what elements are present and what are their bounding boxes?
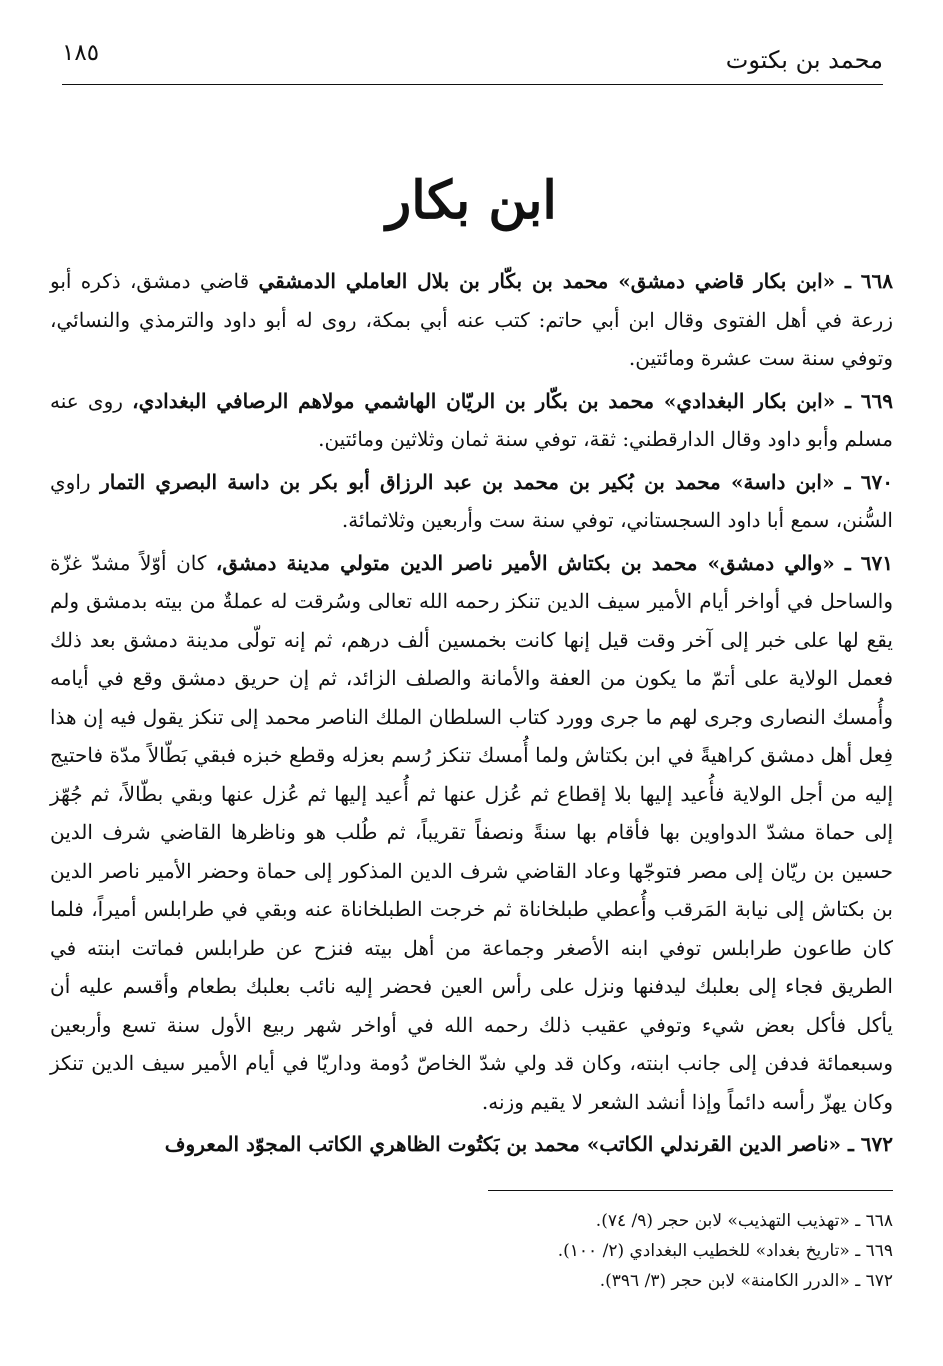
section-title: ابن بكار <box>386 170 557 231</box>
entry-text: كان أوّلاً مشدّ غزّة والساحل في أواخر أيام الأمير سيف الدين تنكز رحمه الله تعالى وسُرقت له عملةٌ من بيته بدمشق ولم يقع لها على خبر إلى آخر وقت قيل إنها كانت بخمسين ألف درهم، ثم إنه تولّى مدينة دمشق بعد ذلك فعمل الولاية على أتمّ ما يكون من العفة والأمانة والصلف الزائد، ثم إن حريق دمشق وقع في أيامه وأُمسك النصارى وجرى لهم ما جرى وورد كتاب السلطان الملك الناصر محمد إلى تنكز يقول فيه إن هذا فِعل أهل دمشق كراهيةً في ابن بكتاش ولما أُمسك تنكز رُسم بعزله وقطع خبزه فبقي بَطّالاً مدّة فاحتيج إليه من أجل الولاية فأُعيد إليها بلا إقطاع ثم عُزل عنها ثم أُعيد إليها ثم عُزل عنها وبقي بطّالاً، ثم جُهّز إلى حماة مشدّ الدواوين بها فأقام بها سنةً ونصفاً تقريباً، ثم طُلب هو وناظرها القاضي شرف الدين حسين بن ريّان إلى مصر فتوجّها وعاد القاضي شرف الدين المذكور إلى حماة وحضر الأمير ناصر الدين بن بكتاش إلى نيابة المَرقب وأُعطي طبلخاناة ثم خرجت الطبلخاناة عنه وبقي في طرابلس أميراً، فلما كان طاعون طرابلس توفي ابنه الأصغر وجماعة من أهل بيته فنزح عن طرابلس فماتت ابنته في الطريق فجاء إلى بعلبك ليدفنها ونزل على رأس العين فحضر إليه نائب بعلبك بطعام وأقسم عليه أن يأكل فأكل بعض شيء وتوفي عقيب ذلك رحمه الله في أواخر شهر ربيع الأول سنة تسع وأربعين وسبعمائة فدفن إلى جانب ابنته، وكان قد ولي شدّ الخاصّ دُومة وداريّا في أيام الأمير سيف الدين تنكز وكان يهزّ رأسه دائماً وإذا أنشد الشعر لا يقيم وزنه. <box>50 550 893 1114</box>
entry-heading: ٦٧٢ ـ «ناصر الدين القرندلي الكاتب» محمد بن بَكتُوت الظاهري الكاتب المجوّد المعروف <box>164 1132 893 1156</box>
entry-heading: ٦٦٩ ـ «ابن بكار البغدادي» محمد بن بكّار بن الريّان الهاشمي مولاهم الرصافي البغدادي، <box>132 388 893 413</box>
entry-669 <box>50 382 893 459</box>
page-number: ١٨٥ <box>62 40 100 66</box>
entry-text: قاضي دمشق، ذكره أبو زرعة في أهل الفتوى وقال ابن أبي حاتم: كتب عنه أبي بمكة، روى له أبو داود والترمذي والنسائي، وتوفي سنة ست عشرة ومائتين. <box>50 269 894 370</box>
entry-671 <box>50 544 893 1122</box>
entry-text: راوي السُّنن، سمع أبا داود السجستاني، توفي سنة ست وأربعين وثلاثمائة. <box>50 469 893 532</box>
running-head: محمد بن بكتوت <box>725 46 883 74</box>
entry-text: روى عنه مسلم وأبو داود وقال الدارقطني: ثقة، توفي سنة ثمان وثلاثين ومائتين. <box>50 388 893 451</box>
entries-body <box>50 262 893 1168</box>
footnote-item: ٦٧٢ ـ «الدرر الكامنة» لابن حجر (٣/ ٣٩٦). <box>599 1271 893 1291</box>
page-header <box>62 34 883 85</box>
entry-heading: ٦٦٨ ـ «ابن بكار قاضي دمشق» محمد بن بكّار بن بلال العاملي الدمشقي <box>258 269 894 293</box>
entry-668 <box>50 262 893 378</box>
entry-heading: ٦٧١ ـ «والي دمشق» محمد بن بكتاش الأمير ناصر الدين متولي مدينة دمشق، <box>215 550 893 575</box>
footnote-item: ٦٦٩ ـ «تاريخ بغداد» للخطيب البغدادي (٢/ ١٠٠). <box>557 1241 893 1261</box>
footnotes <box>200 1206 893 1296</box>
entry-670 <box>50 463 893 540</box>
entry-heading: ٦٧٠ ـ «ابن داسة» محمد بن بُكير بن محمد بن عبد الرزاق أبو بكر بن داسة البصري التمار <box>100 469 893 494</box>
entry-672 <box>50 1125 893 1164</box>
footnote-divider <box>488 1190 893 1191</box>
footnote-item: ٦٦٨ ـ «تهذيب التهذيب» لابن حجر (٩/ ٧٤). <box>595 1211 893 1231</box>
